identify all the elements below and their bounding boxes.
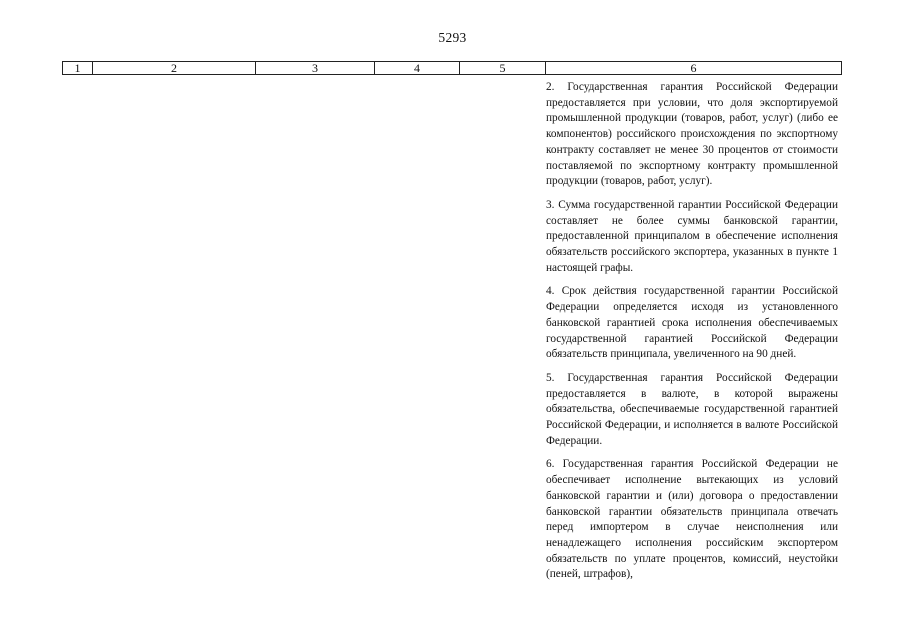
column-header-2: 2 bbox=[93, 62, 256, 74]
paragraph-4: 4. Срок действия государственной гарантии Российской Федерации определяется исходя из установленного банковской гарантией срока исполнения обеспечиваемых государственной гарантией Российской Федерации обязательств принципала, увеличенного на 90 дней. bbox=[546, 285, 838, 361]
column-header-4: 4 bbox=[375, 62, 460, 74]
paragraph-6: 6. Государственная гарантия Российской Федерации не обеспечивает исполнение вытекающих из условий банковской гарантии и (или) договора о предоставлении банковской гарантии обязательств принципала отвечать перед импортером в случае неисполнения или ненадлежащего исполнения российским экспортером обязательств по уплате процентов, комиссий, неустойки (пеней, штрафов), bbox=[546, 458, 838, 581]
table-header-row bbox=[62, 61, 842, 75]
page-number: 5293 bbox=[438, 30, 467, 45]
column-header-6: 6 bbox=[690, 61, 697, 75]
paragraph-5: 5. Государственная гарантия Российской Федерации предоставляется в валюте, в которой выражены обязательства, обеспечиваемые государственной гарантией Российской Федерации, и исполняется в валюте Российской Федерации. bbox=[546, 371, 838, 447]
column-6-content bbox=[546, 80, 838, 591]
paragraph-2: 2. Государственная гарантия Российской Федерации предоставляется при условии, что доля экспортируемой промышленной продукции (товаров, работ, услуг) (либо ее компонентов) российского происхождения по экспортному контракту составляет не менее 30 процентов от стоимости поставляемой по экспортному контракту промышленной продукции (товаров, работ, услуг). bbox=[546, 81, 838, 188]
paragraph-3: 3. Сумма государственной гарантии Российской Федерации составляет не более суммы банковской гарантии, предоставленной принципалом в обеспечение исполнения обязательств российского экспортера, указанных в пункте 1 настоящей графы. bbox=[546, 198, 838, 274]
column-header-5: 5 bbox=[460, 62, 546, 74]
column-header-1: 1 bbox=[63, 62, 93, 74]
column-header-3: 3 bbox=[256, 62, 375, 74]
